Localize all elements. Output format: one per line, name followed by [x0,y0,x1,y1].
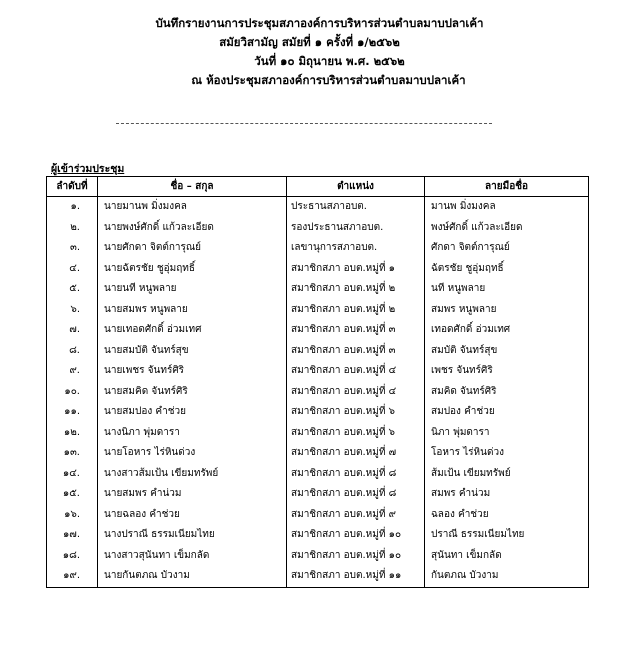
cell-name: นายโอหาร ไร่หินด่วง [98,443,287,464]
cell-position: สมาชิกสภา อบต.หมู่ที่ ๑ [287,259,425,280]
cell-position: สมาชิกสภา อบต.หมู่ที่ ๒ [287,279,425,300]
cell-signature: สมพร คำน่วม [425,484,589,505]
cell-name: นายกันตภณ บัวงาม [98,566,287,587]
table-row [47,361,589,382]
cell-signature: สุนันทา เข็มกลัด [425,546,589,567]
cell-name: นายฉลอง คำช่วย [98,505,287,526]
cell-name: นายสมคิด จันทร์ศิริ [98,382,287,403]
cell-no: ๑๔. [47,464,98,485]
cell-name: นางนิภา พุ่มดารา [98,423,287,444]
table-row [47,443,589,464]
cell-name: นายเทอดศักดิ์ อ่วมเทศ [98,320,287,341]
cell-position: ประธานสภาอบต. [287,197,425,218]
cell-name: นางสาวสุนันทา เข็มกลัด [98,546,287,567]
cell-position: สมาชิกสภา อบต.หมู่ที่ ๒ [287,300,425,321]
table-row [47,484,589,505]
table-row [47,382,589,403]
cell-name: นายศักดา จิตต์การุณย์ [98,238,287,259]
cell-signature: นที หนูพลาย [425,279,589,300]
cell-no: ๑๖. [47,505,98,526]
table-row [47,197,589,218]
cell-position: สมาชิกสภา อบต.หมู่ที่ ๘ [287,464,425,485]
table-row [47,341,589,362]
table-row [47,238,589,259]
cell-name: นายมานพ มิ่งมงคล [98,197,287,218]
cell-no: ๗. [47,320,98,341]
cell-position: สมาชิกสภา อบต.หมู่ที่ ๔ [287,382,425,403]
cell-no: ๑๘. [47,546,98,567]
cell-position: สมาชิกสภา อบต.หมู่ที่ ๗ [287,443,425,464]
table-row [47,279,589,300]
cell-no: ๑๓. [47,443,98,464]
cell-no: ๑๗. [47,525,98,546]
table-row [47,464,589,485]
cell-no: ๖. [47,300,98,321]
cell-position: รองประธานสภาอบต. [287,218,425,239]
cell-position: สมาชิกสภา อบต.หมู่ที่ ๑๐ [287,525,425,546]
cell-position: สมาชิกสภา อบต.หมู่ที่ ๑๑ [287,566,425,587]
table-row [47,546,589,567]
cell-signature: ศักดา จิตต์การุณย์ [425,238,589,259]
empty-cell [287,587,425,588]
cell-signature: นิภา พุ่มดารา [425,423,589,444]
cell-no: ๙. [47,361,98,382]
table-row [47,300,589,321]
table-row [47,423,589,444]
cell-signature: สมพร หนูพลาย [425,300,589,321]
cell-signature: สมบัติ จันทร์สุข [425,341,589,362]
cell-name: นายสมพร หนูพลาย [98,300,287,321]
cell-signature: ปราณี ธรรมเนียมไทย [425,525,589,546]
header-order: ลำดับที่ [47,177,98,197]
document-title: บันทึกรายงานการประชุมสภาองค์การบริหารส่วนตำบลมาบปลาเค้า [155,16,484,30]
cell-name: นายพงษ์ศักดิ์ แก้วละเอียด [98,218,287,239]
table-row [47,525,589,546]
cell-signature: สมปอง คำช่วย [425,402,589,423]
cell-name: นายเพชร จันทร์ศิริ [98,361,287,382]
cell-no: ๑๑. [47,402,98,423]
table-row [47,402,589,423]
cell-position: สมาชิกสภา อบต.หมู่ที่ ๖ [287,402,425,423]
empty-cell [98,587,287,588]
cell-position: สมาชิกสภา อบต.หมู่ที่ ๑๐ [287,546,425,567]
cell-signature: พงษ์ศักดิ์ แก้วละเอียด [425,218,589,239]
cell-no: ๑๒. [47,423,98,444]
venue-line: ณ ห้องประชุมสภาองค์การบริหารส่วนตำบลมาบปลาเค้า [191,73,466,87]
cell-name: นายสมพร คำน่วม [98,484,287,505]
cell-name: นายสมบัติ จันทร์สุข [98,341,287,362]
attendees-table [46,176,589,588]
header-signature: ลายมือชื่อ [425,177,589,197]
empty-cell [47,587,98,588]
document-header [0,14,619,90]
dashed-divider [116,123,492,124]
header-name: ชื่อ – สกุล [98,177,287,197]
cell-no: ๓. [47,238,98,259]
cell-no: ๕. [47,279,98,300]
table-row [47,505,589,526]
table-empty-space [47,587,589,588]
date-line: วันที่ ๑๐ มิถุนายน พ.ศ. ๒๕๖๒ [254,54,405,68]
cell-position: สมาชิกสภา อบต.หมู่ที่ ๔ [287,361,425,382]
cell-signature: เพชร จันทร์ศิริ [425,361,589,382]
cell-no: ๑. [47,197,98,218]
table-header-row [47,177,589,197]
cell-position: สมาชิกสภา อบต.หมู่ที่ ๘ [287,484,425,505]
cell-signature: มานพ มิ่งมงคล [425,197,589,218]
table-row [47,566,589,587]
cell-signature: เทอดศักดิ์ อ่วมเทศ [425,320,589,341]
cell-position: สมาชิกสภา อบต.หมู่ที่ ๖ [287,423,425,444]
cell-signature: ฉลอง คำช่วย [425,505,589,526]
cell-position: สมาชิกสภา อบต.หมู่ที่ ๓ [287,320,425,341]
table-row [47,218,589,239]
cell-no: ๘. [47,341,98,362]
cell-no: ๑๕. [47,484,98,505]
empty-cell [425,587,589,588]
cell-name: นายนที หนูพลาย [98,279,287,300]
cell-position: สมาชิกสภา อบต.หมู่ที่ ๙ [287,505,425,526]
cell-no: ๑๐. [47,382,98,403]
table-row [47,320,589,341]
cell-name: นางปราณี ธรรมเนียมไทย [98,525,287,546]
cell-signature: สมคิด จันทร์ศิริ [425,382,589,403]
cell-name: นางสาวส้มเป้น เขียมทรัพย์ [98,464,287,485]
cell-no: ๑๙. [47,566,98,587]
cell-no: ๔. [47,259,98,280]
cell-no: ๒. [47,218,98,239]
cell-signature: ส้มเป้น เขียมทรัพย์ [425,464,589,485]
cell-position: เลขานุการสภาอบต. [287,238,425,259]
attendees-section-label: ผู้เข้าร่วมประชุม [51,163,125,175]
cell-position: สมาชิกสภา อบต.หมู่ที่ ๓ [287,341,425,362]
header-position: ตำแหน่ง [287,177,425,197]
table-row [47,259,589,280]
cell-signature: ฉัตรชัย ชูอุ่มฤทธิ์ [425,259,589,280]
cell-signature: กันตภณ บัวงาม [425,566,589,587]
cell-signature: โอหาร ไร่หินด่วง [425,443,589,464]
cell-name: นายสมปอง คำช่วย [98,402,287,423]
cell-name: นายฉัตรชัย ชูอุ่มฤทธิ์ [98,259,287,280]
session-line: สมัยวิสามัญ สมัยที่ ๑ ครั้งที่ ๑/๒๕๖๒ [219,35,400,49]
